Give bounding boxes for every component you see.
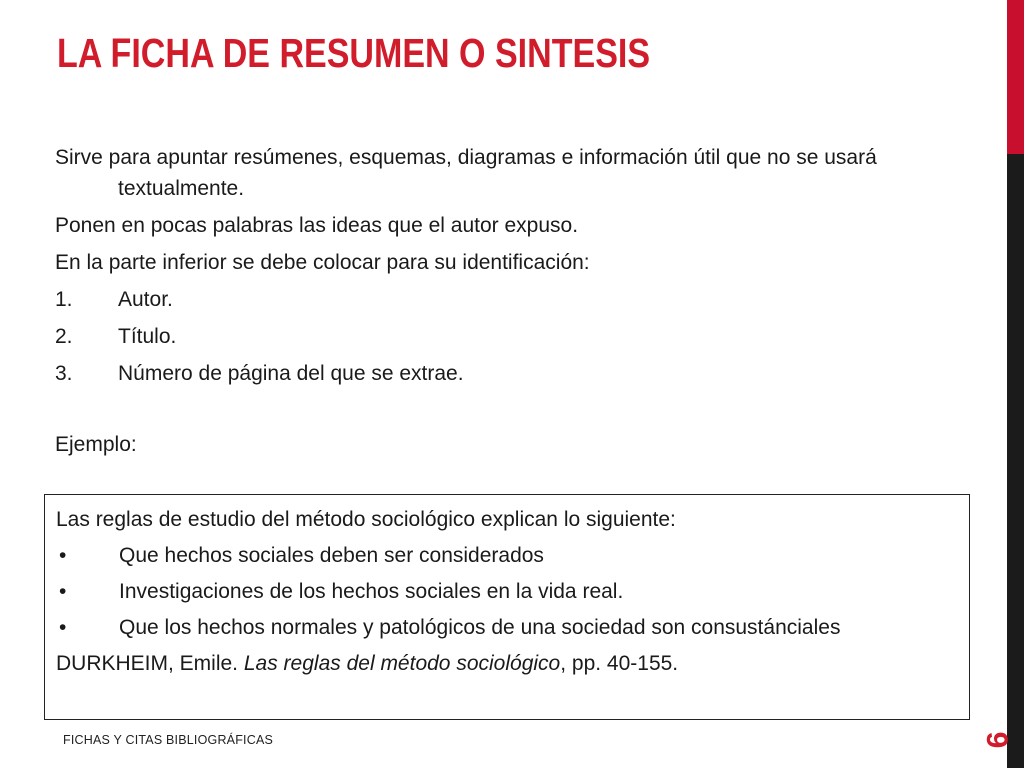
numbered-item (55, 284, 975, 315)
citation (56, 649, 957, 678)
bullet-item (56, 577, 957, 606)
bullet-item (56, 541, 957, 570)
bullet-text: Que los hechos normales y patológicos de una sociedad son consustánciales (119, 616, 841, 639)
item-text: Número de página del que se extrae. (118, 362, 464, 385)
bullet-icon: • (59, 544, 67, 567)
bullet-icon: • (59, 580, 67, 603)
body-content (55, 142, 975, 395)
item-number: 2. (55, 325, 73, 348)
item-number: 3. (55, 362, 73, 385)
side-accent-bar-dark (1007, 154, 1024, 768)
intro-paragraph: Sirve para apuntar resúmenes, esquemas, diagramas e información útil que no se usará textualmente. (55, 146, 877, 200)
citation-title: Las reglas del método sociológico (243, 652, 561, 675)
bullet-icon: • (59, 616, 67, 639)
bullet-text: Investigaciones de los hechos sociales en la vida real. (119, 580, 624, 603)
item-number: 1. (55, 288, 73, 311)
numbered-item (55, 321, 975, 352)
item-text: Autor. (118, 288, 173, 311)
slide-footer: FICHAS Y CITAS BIBLIOGRÁFICAS (63, 733, 274, 747)
citation-author: DURKHEIM, Emile. (56, 652, 244, 675)
paragraph-identification: En la parte inferior se debe colocar para su identificación: (55, 251, 590, 274)
bullet-item (56, 613, 957, 642)
citation-pages: , pp. 40-155. (560, 652, 679, 675)
slide-title: LA FICHA DE RESUMEN O SINTESIS (57, 30, 651, 76)
numbered-item (55, 358, 975, 389)
paragraph-summary: Ponen en pocas palabras las ideas que el autor expuso. (55, 214, 579, 237)
bullet-text: Que hechos sociales deben ser considerados (119, 544, 544, 567)
page-number: 9 (980, 731, 1013, 749)
side-accent-bar-red (1007, 0, 1024, 154)
item-text: Título. (118, 325, 177, 348)
example-heading: Las reglas de estudio del método sociológico explican lo siguiente: (56, 508, 676, 531)
example-label: Ejemplo: (55, 433, 137, 456)
example-card (44, 494, 970, 720)
